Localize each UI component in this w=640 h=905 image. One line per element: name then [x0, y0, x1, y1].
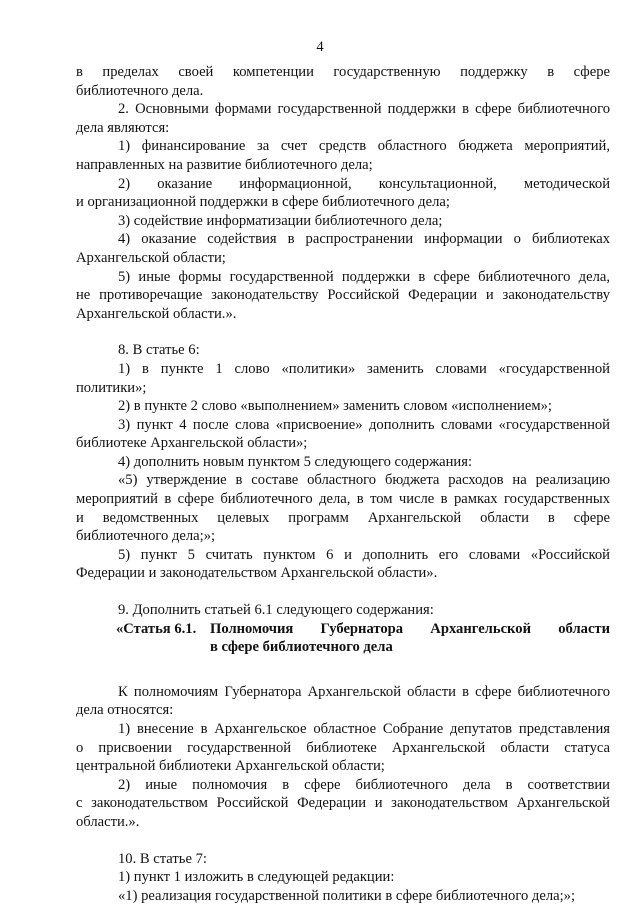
- text-line: Архангельской области;: [76, 249, 226, 266]
- text-line: 5) пункт 5 считать пунктом 6 и дополнить его словами «Российской: [118, 546, 610, 563]
- text-line: и организационной поддержки в сфере библиотечного дела;: [76, 194, 450, 211]
- text-line: 9. Дополнить статьей 6.1 следующего содержания:: [118, 602, 434, 619]
- text-line: 4) оказание содействия в распространении информации о библиотеках: [118, 231, 610, 248]
- text-line: 3) пункт 4 после слова «присвоение» дополнить словами «государственной: [118, 416, 610, 433]
- text-line: центральной библиотеки Архангельской области;: [76, 758, 385, 775]
- text-line: библиотечного дела;»;: [76, 528, 216, 545]
- text-line: «1) реализация государственной политики в сфере библиотечного дела;»;: [118, 887, 575, 904]
- text-line: библиотеке Архангельской области»;: [76, 435, 308, 452]
- text-line: 10. В статье 7:: [118, 850, 207, 867]
- paragraph-gap: [76, 323, 610, 341]
- text-line: мероприятий в сфере библиотечного дела, в том числе в рамках государственных: [76, 491, 610, 508]
- article-label: «Статья 6.1.: [116, 620, 197, 637]
- text-line: 4) дополнить новым пунктом 5 следующего содержания:: [118, 453, 473, 470]
- paragraph-gap: [76, 832, 610, 850]
- text-line: дела относятся:: [76, 702, 174, 719]
- text-line: 2. Основными формами государственной поддержки в сфере библиотечного: [118, 101, 610, 118]
- text-line: политики»;: [76, 379, 147, 396]
- text-line: направленных на развитие библиотечного дела;: [76, 156, 373, 173]
- article-heading-line: [76, 620, 610, 639]
- text-line: К полномочиям Губернатора Архангельской области в сфере библиотечного: [118, 683, 610, 700]
- text-line: «5) утверждение в составе областного бюджета расходов на реализацию: [118, 472, 610, 489]
- text-line: о присвоении государственной библиотеке Архангельской области статуса: [76, 739, 610, 756]
- text-line: и ведомственных целевых программ Архангельской области в сфере: [76, 509, 610, 526]
- text-line: Архангельской области.».: [76, 305, 237, 322]
- text-line: 2) оказание информационной, консультационной, методической: [118, 175, 610, 192]
- text-line: не противоречащие законодательству Российской Федерации и законодательству: [76, 287, 610, 304]
- text-line: 2) иные полномочия в сфере библиотечного дела в соответствии: [118, 776, 610, 793]
- text-line: 2) в пункте 2 слово «выполнением» заменить словом «исполнением»;: [118, 398, 552, 415]
- page-number: 4: [316, 39, 324, 55]
- text-line: с законодательством Российской Федерации и законодательством Архангельской: [76, 795, 610, 812]
- document-body: [76, 63, 610, 905]
- text-line: 5) иные формы государственной поддержки в сфере библиотечного дела,: [118, 268, 610, 285]
- text-line: области.».: [76, 813, 140, 830]
- article-title-continued: в сфере библиотечного дела: [210, 639, 393, 656]
- text-line: 1) в пункте 1 слово «политики» заменить словами «государственной: [118, 360, 610, 377]
- text-line: Федерации и законодательством Архангельской области».: [76, 565, 438, 582]
- text-line: 1) внесение в Архангельское областное Собрание депутатов представления: [118, 721, 610, 737]
- text-line: 8. В статье 6:: [118, 342, 200, 359]
- text-line: в пределах своей компетенции государственную поддержку в сфере: [76, 64, 610, 80]
- text-line: 1) финансирование за счет средств областного бюджета мероприятий,: [118, 138, 610, 155]
- text-line: 3) содействие информатизации библиотечного дела;: [118, 212, 443, 229]
- paragraph-gap: [76, 583, 610, 601]
- text-line: дела являются:: [76, 119, 170, 136]
- text-line: библиотечного дела.: [76, 82, 204, 99]
- article-title: Полномочия Губернатора Архангельской области: [210, 620, 610, 637]
- paragraph-gap: [76, 657, 610, 683]
- text-line: 1) пункт 1 изложить в следующей редакции:: [118, 869, 395, 886]
